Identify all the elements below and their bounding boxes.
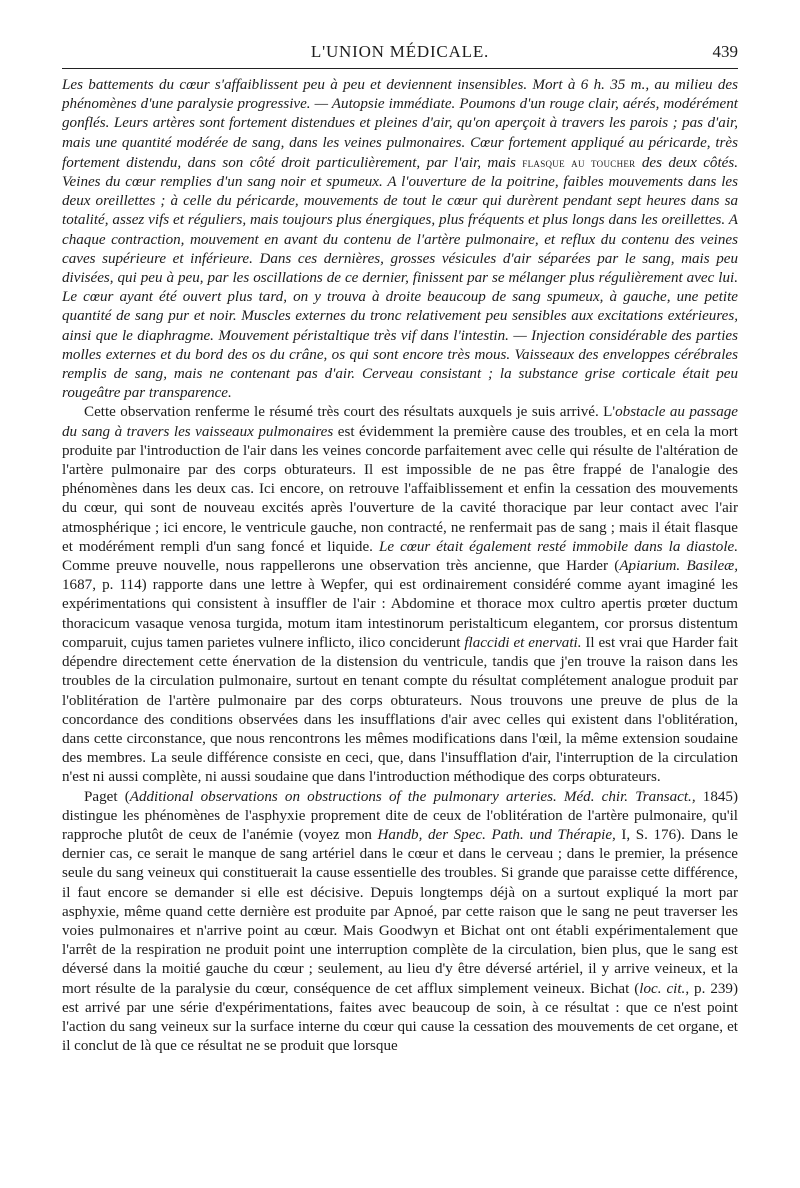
p3-b-italic: Additional observations on obstructions of the pulmonary arteries. Méd. chir. Transact.,: [129, 788, 696, 805]
p2-g: 1687, p. 114) rapporte dans une lettre à Wepfer, qui est ordinairement considéré comme ayant imaginé les expérimentations qui consistent à insuffler de l'air : Abdomine et thorace mox cultro apertis prœter ductum thoracicum vasaque venosa turgida, motum itam intestinorum peristalticum elegantem, cor prorsus distentum comparuit, cujus tamen parietes vulnere inflicto, ilico conciderunt: [62, 577, 738, 651]
p3-g: , p. 239) est arrivé par une série d'expérimentations, faites avec beaucoup de soin, à ce résultat : que ce n'est point l'action du sang veineux sur la surface interne du cœur qui cause la cessation des mouvements de cet organe, et il conclut de là que ce résultat ne se produit que lorsque: [62, 980, 738, 1055]
flasque-small-caps: flasque au toucher: [522, 154, 636, 170]
p3-a: Paget (: [84, 788, 130, 805]
p2-i: Il est vrai que Harder fait dépendre directement cette énervation de la distension du ventricule, tandis que j'en trouve la raison dans les troubles de la circulation pulmonaire, surtout en tenant compte du résultat complétement analogue produit par l'oblitération de l'artère pulmonaire par des corps obturateurs. Nous trouvons une preuve de plus de la concordance des conditions observées dans les insufflations d'air avec celles qui existent dans l'oblitération, dans cette circonstance, que nous rencontrons les mêmes modifications dans l'œil, la même extension soudaine des membres. La seule différence consiste en ceci, que, dans l'insufflation d'air, l'interruption de la circulation n'est ni aussi complète, ni aussi soudaine que dans l'introduction méthodique des corps obturateurs.: [62, 634, 738, 786]
p2-e: Comme preuve nouvelle, nous rappellerons une observation très ancienne, que Harder (: [62, 558, 620, 575]
case-text-part-2: des deux côtés. Veines du cœur remplies d'un sang noir et spumeux. A l'ouverture de la poitrine, faibles mouvements dans les deux oreillettes ; à celle du péricarde, mouvements de tout le cœur qui durèrent pendant sept heures dans sa totalité, assez vifs et réguliers, mais toujours plus énergiques, plus fréquents et plus longs dans les oreillettes. A chaque contraction, mouvement en avant du contenu de l'artère pulmonaire, et reflux du contenu des veines caves supérieure et inférieure. Dans ces dernières, grosses vésicules d'air séparées par le sang, mais peu divisées, qui peu à peu, par les oscillations de ce dernier, finissent par se mélanger plus régulièrement avec lui. Le cœur ayant été ouvert plus tard, on y trouva à droite beaucoup de sang spumeux, à gauche, une petite quantité de sang pur et noir. Muscles externes du tronc relativement peu sensibles aux excitations extérieures, ainsi que le diaphragme. Mouvement péristaltique très vif dans l'intestin. — Injection considérable des parties molles externes et du bord des os du crâne, os qui sont encore très mous. Vaisseaux des enveloppes cérébrales remplis de sang, mais ne contenant pas d'air. Cerveau consistant ; la substance grise corticale était peu rougeâtre par transparence.: [62, 154, 738, 402]
p2-d-italic: Le cœur était également resté immobile dans la diastole.: [378, 538, 738, 555]
p2-f-italic: Apiarium. Basileæ,: [619, 558, 739, 575]
p3-c: 1845) distingue les phénomènes de l'asphyxie proprement dite de ceux de l'oblitération de l'artère pulmonaire, qu'il rapproche plutôt de ceux de l'anémie (voyez mon: [62, 788, 738, 843]
body-paragraph-observation: [62, 403, 738, 787]
case-text-part-1: Les battements du cœur s'affaiblissent peu à peu et deviennent insensibles. Mort à 6 h. 35 m., au milieu des phénomènes d'une paralysie progressive. — Autopsie immédiate. Poumons d'un rouge clair, aérés, modérément gonflés. Leurs artères sont fortement distendues et pleines d'air, qu'on aperçoit à travers les parois ; pas d'air, mais une quantité modérée de sang, dans les veines pulmonaires. Cœur fortement appliqué au péricarde, très fortement distendu, dans son côté droit particulièrement, par l'air, mais: [62, 77, 738, 171]
body-paragraph-paget: [62, 788, 738, 1057]
page-number: 439: [712, 42, 738, 61]
page-header: [62, 40, 738, 69]
p2-c: est évidemment la première cause des troubles, et en cela la mort produite par l'introduction de l'air dans les veines concorde parfaitement avec celle qui résulte de l'altération de l'artère pulmonaire par des corps obturateurs. Il est impossible de ne pas être frappé de l'analogie des phénomènes dans les deux cas. Ici encore, on retrouve l'affaiblissement et enfin la cessation des mouvements du cœur, qui sont de nouveau excités après l'ouverture de la cavité thoracique par leur contact avec l'air atmosphérique ; ici encore, le ventricule gauche, non contracté, ne renfermait pas de sang ; mais il était flasque et modérément rempli d'un sang foncé et liquide.: [62, 423, 738, 555]
case-report-paragraph: [62, 76, 738, 403]
p2-b-italic: obstacle au passage du sang à travers les vaisseaux pulmonaires: [62, 404, 739, 440]
p2-h-italic: flaccidi et enervati.: [464, 634, 582, 651]
p3-e: I, S. 176). Dans le dernier cas, ce serait le manque de sang artériel dans le cœur et dans le cerveau ; dans le premier, la présence seule du sang veineux qui constituerait la cause essentielle des troubles. Si grande que paraisse cette différence, il faut encore se demander si elle est décisive. Depuis longtemps déjà on a surtout expliqué la mort par asphyxie, même quand cette dernière est produite par Apnoé, par cette raison que le sang ne peut traverser les voies pulmonaires et n'arrive point au cœur. Mais Goodwyn et Bichat ont ont établi expérimentalement que l'arrêt de la respiration ne produit point une interruption complète de la circulation, bien plus, que le sang est déversé dans la moitié gauche du cœur ; seulement, au lieu d'y être déversé artériel, il y arrive veineux, et la mort résulte de la paralysie du cœur, conséquence de cet afflux simplement veineux. Bichat (: [62, 826, 739, 997]
p3-d-italic: Handb, der Spec. Path. und Thérapie,: [377, 826, 616, 843]
running-title: L'UNION MÉDICALE.: [310, 42, 490, 61]
article-text: [62, 76, 738, 1056]
p2-a: Cette observation renferme le résumé très court des résultats auxquels je suis arrivé. L': [84, 404, 616, 421]
p3-f-italic: loc. cit.: [639, 980, 686, 997]
